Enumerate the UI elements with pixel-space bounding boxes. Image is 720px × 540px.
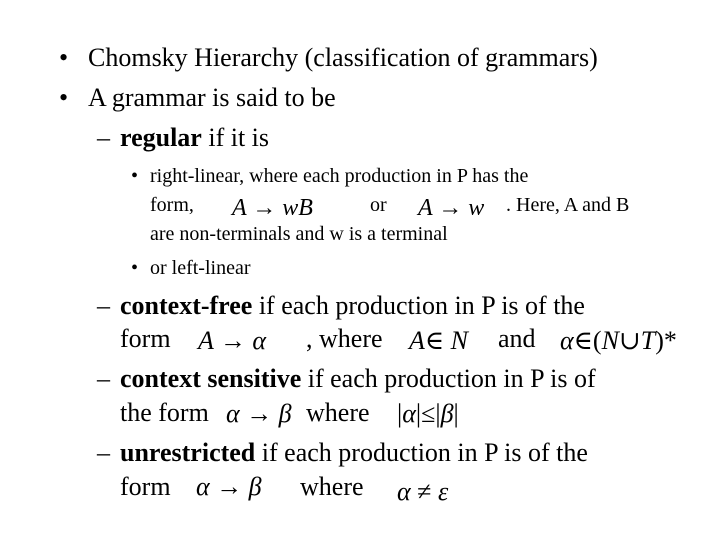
sub-bullet-icon: • <box>131 257 139 279</box>
right-linear-line-1: right-linear, where each production in P has the <box>150 165 529 187</box>
context-sensitive-rest: if each production in P is of <box>301 364 596 393</box>
formula-alpha-in-nt-star: α∈(N∪T)* <box>560 326 677 355</box>
dash-icon: – <box>97 123 110 152</box>
bullet-item-chomsky: Chomsky Hierarchy (classification of grammars) <box>88 43 598 72</box>
formula-alpha-neq-eps: α ≠ ε <box>397 477 449 506</box>
unrestricted-form: form <box>120 472 171 501</box>
context-free-line <box>120 293 585 319</box>
formula-length: |α|≤|β| <box>397 399 459 428</box>
right-linear-form: form, <box>150 194 194 216</box>
regular-rest: if it is <box>201 123 270 152</box>
term-context-sensitive: context sensitive <box>120 364 302 393</box>
term-context-free: context-free <box>120 291 253 320</box>
bullet-icon: • <box>59 43 69 72</box>
bullet-item-grammar: A grammar is said to be <box>88 83 336 112</box>
formula-a-in-n: A∈ N <box>409 326 468 355</box>
bullet-icon: • <box>59 83 69 112</box>
dash-icon: – <box>97 291 110 320</box>
sub-bullet-icon: • <box>131 165 139 187</box>
context-free-where: , where <box>306 324 383 353</box>
dash-icon: – <box>97 364 110 393</box>
unrestricted-where: where <box>300 472 364 501</box>
term-unrestricted: unrestricted <box>120 438 256 467</box>
context-free-rest: if each production in P is of the <box>252 291 585 320</box>
formula-a-w: A → w <box>418 195 485 221</box>
unrestricted-line <box>120 440 588 466</box>
right-linear-here: . Here, A and B <box>506 194 630 216</box>
unrestricted-rest: if each production in P is of the <box>255 438 588 467</box>
formula-alpha-beta-ur: α → β <box>196 472 262 501</box>
formula-a-wb: A → wB <box>232 195 313 221</box>
formula-a-alpha: A → α <box>198 326 267 355</box>
context-sensitive-line <box>120 366 596 392</box>
context-free-form: form <box>120 324 171 353</box>
context-free-and: and <box>498 324 536 353</box>
formula-alpha-beta-cs: α → β <box>226 399 292 428</box>
context-sensitive-where: where <box>306 398 370 427</box>
regular-line <box>120 125 269 151</box>
left-linear-line: or left-linear <box>150 257 251 279</box>
context-sensitive-form: the form <box>120 398 209 427</box>
dash-icon: – <box>97 438 110 467</box>
right-linear-or: or <box>370 194 387 216</box>
right-linear-line-3: are non-terminals and w is a terminal <box>150 223 448 245</box>
term-regular: regular <box>120 123 202 152</box>
